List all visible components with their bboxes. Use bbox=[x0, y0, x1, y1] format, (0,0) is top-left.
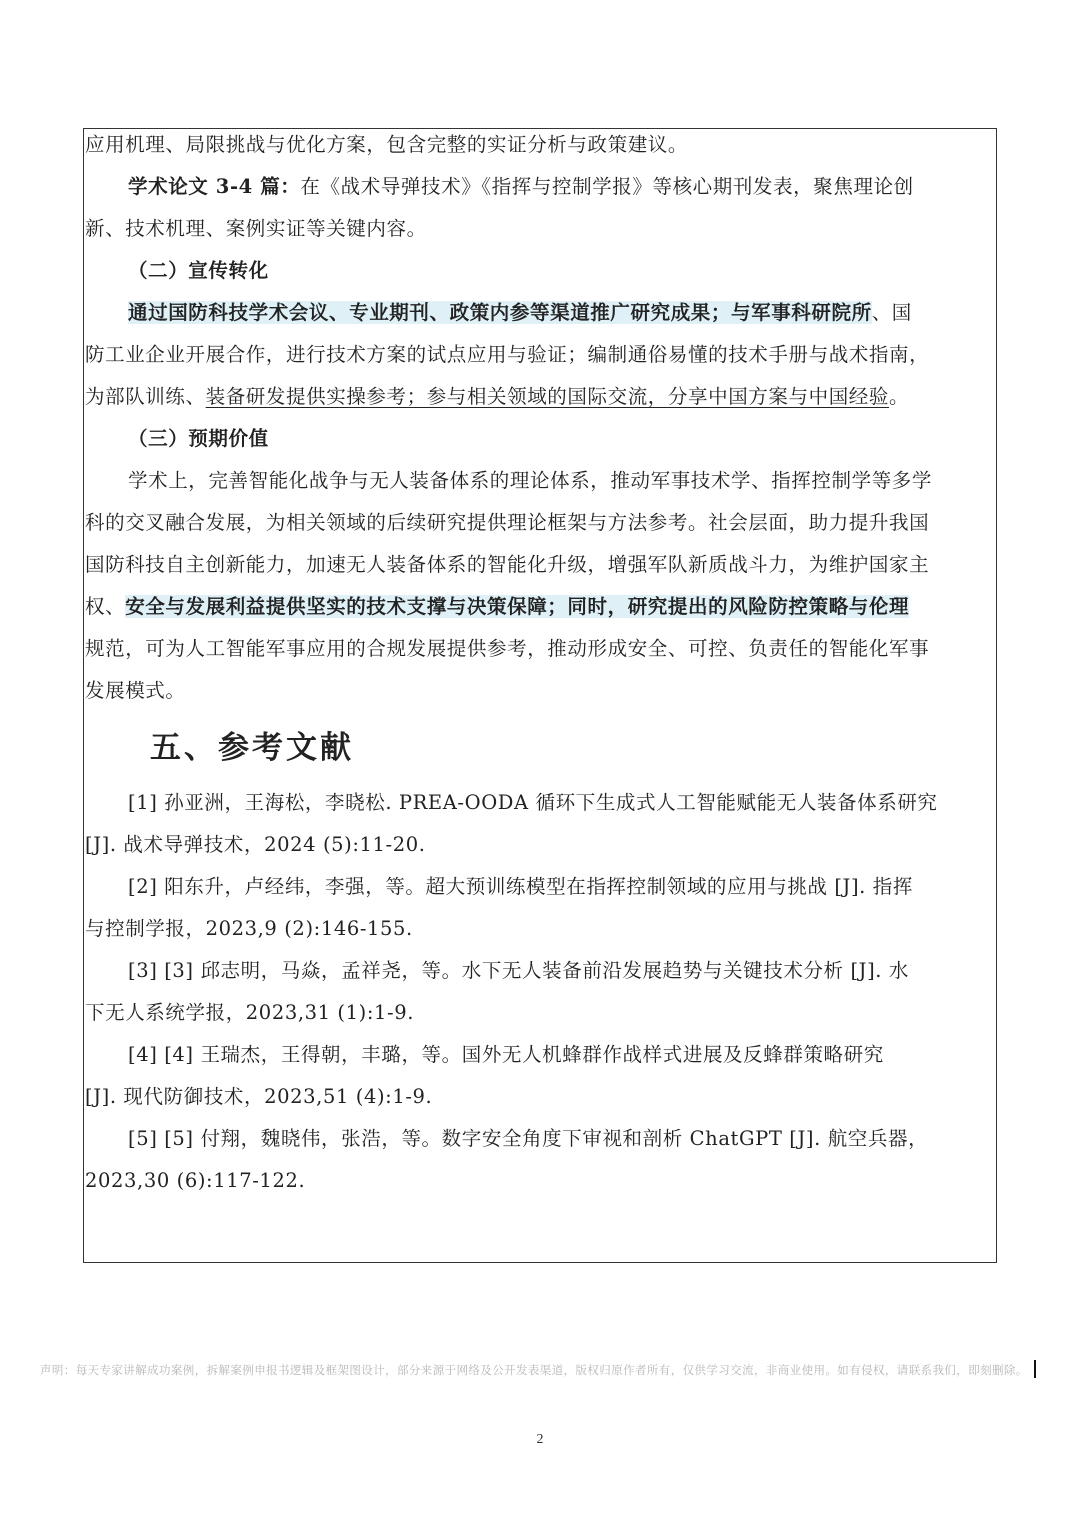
reference-line: 下无人系统学报，2023,31 (1):1-9. bbox=[85, 1001, 415, 1024]
section-title: （二）宣传转化 bbox=[128, 259, 269, 282]
page-number: 2 bbox=[536, 1432, 544, 1447]
reference-line: [J]. 现代防御技术，2023,51 (4):1-9. bbox=[85, 1085, 433, 1108]
highlighted-text: 安全与发展利益提供坚实的技术支撑与决策保障；同时，研究提出的风险防控策略与伦理 bbox=[125, 595, 910, 618]
text-span: 为部队训练、 bbox=[85, 385, 206, 408]
reference-line: [1] 孙亚洲，王海松，李晓松. PREA-OODA 循环下生成式人工智能赋能无人装备体系研究 bbox=[128, 791, 938, 814]
paragraph-line: 国防科技自主创新能力，加速无人装备体系的智能化升级，增强军队新质战斗力，为维护国家主 bbox=[85, 553, 930, 576]
text-span: 在《战术导弹技术》《指挥与控制学报》等核心期刊发表，聚焦理论创 bbox=[300, 175, 914, 198]
paragraph-line: 新、技术机理、案例实证等关键内容。 bbox=[85, 217, 427, 240]
reference-line: [3] [3] 邱志明，马焱，孟祥尧，等。水下无人装备前沿发展趋势与关键技术分析 [J]. 水 bbox=[128, 959, 909, 982]
reference-line: [J]. 战术导弹技术，2024 (5):11-20. bbox=[85, 833, 426, 856]
paragraph-line: 应用机理、局限挑战与优化方案，包含完整的实证分析与政策建议。 bbox=[85, 133, 689, 156]
paragraph-line bbox=[85, 592, 995, 622]
references-heading: 五、参考文献 bbox=[150, 730, 354, 766]
section-title: （三）预期价值 bbox=[128, 427, 269, 450]
reference-line: [2] 阳东升，卢经纬，李强，等。超大预训练模型在指挥控制领域的应用与挑战 [J]. 指挥 bbox=[128, 875, 913, 898]
paragraph-line: 发展模式。 bbox=[85, 679, 186, 702]
underlined-text: 装备研发提供实操参考；参与相关领域的国际交流，分享中国方案与中国经验 bbox=[205, 385, 890, 408]
paragraph-line bbox=[85, 382, 995, 412]
text-cursor bbox=[1034, 1360, 1036, 1378]
paragraph-line: 科的交叉融合发展，为相关领域的后续研究提供理论框架与方法参考。社会层面，助力提升我国 bbox=[85, 511, 930, 534]
paragraph-line: 防工业企业开展合作，进行技术方案的试点应用与验证；编制通俗易懂的技术手册与战术指南， bbox=[85, 343, 930, 366]
text-span: 。 bbox=[889, 385, 910, 408]
bold-lead: 学术论文 3-4 篇： bbox=[128, 175, 301, 198]
highlighted-text: 通过国防科技学术会议、专业期刊、政策内参等渠道推广研究成果；与军事科研院所 bbox=[128, 301, 872, 324]
reference-line: [5] [5] 付翔，魏晓伟，张浩，等。数字安全角度下审视和剖析 ChatGPT [J]. 航空兵器， bbox=[128, 1127, 929, 1150]
reference-line: 与控制学报，2023,9 (2):146-155. bbox=[85, 917, 413, 940]
paragraph-line: 学术上，完善智能化战争与无人装备体系的理论体系，推动军事技术学、指挥控制学等多学 bbox=[128, 469, 933, 492]
text-span: 、国 bbox=[871, 301, 912, 324]
paragraph-line bbox=[128, 298, 995, 328]
paragraph-line: 规范，可为人工智能军事应用的合规发展提供参考，推动形成安全、可控、负责任的智能化军事 bbox=[85, 637, 930, 660]
reference-line: [4] [4] 王瑞杰，王得朝，丰璐，等。国外无人机蜂群作战样式进展及反蜂群策略研究 bbox=[128, 1043, 884, 1066]
text-span: 权、 bbox=[85, 595, 126, 618]
disclaimer-text: 声明：每天专家讲解成功案例，拆解案例申报书逻辑及框架图设计，部分来源于网络及公开发表渠道，版权归原作者所有，仅供学习交流，非商业使用。如有侵权，请联系我们，即刻删除。 bbox=[40, 1363, 1028, 1377]
paragraph-line bbox=[128, 172, 995, 202]
reference-line: 2023,30 (6):117-122. bbox=[85, 1169, 306, 1192]
